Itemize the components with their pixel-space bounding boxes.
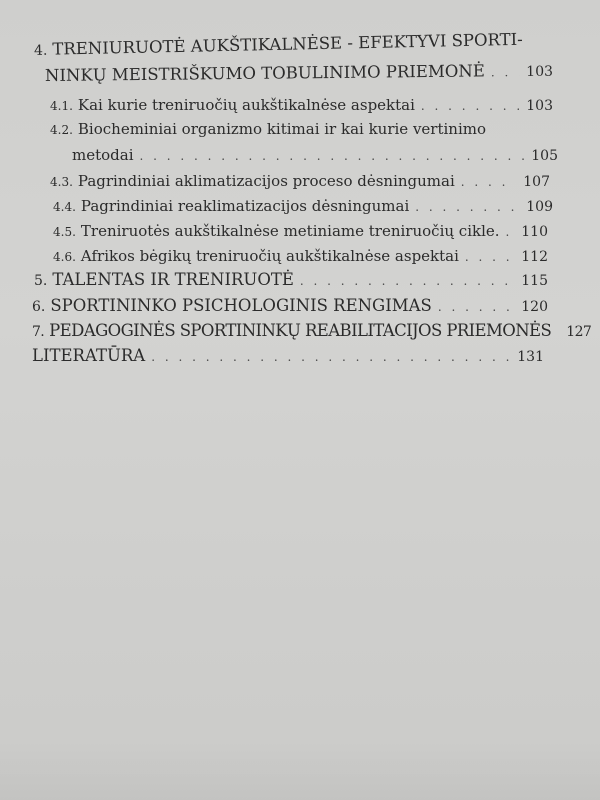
entry-number: 4. <box>33 42 48 59</box>
entry-number: 4.3. <box>50 175 73 189</box>
entry-title: Kai kurie treniruočių aukštikalnėse aspektai <box>77 96 415 114</box>
entry-page: 120 <box>521 299 548 315</box>
entry-title: PEDAGOGINĖS SPORTININKŲ REABILITACIJOS PRIEMONĖS <box>49 321 552 340</box>
dot-leader <box>415 200 519 214</box>
entry-page: 109 <box>526 199 553 215</box>
entry-page: 110 <box>521 224 548 240</box>
dot-leader <box>140 149 524 163</box>
entry-number: 4.1. <box>50 99 73 113</box>
dot-leader <box>465 250 514 264</box>
entry-title: LITERATŪRA <box>32 346 146 365</box>
toc-entry-4-4 <box>53 197 553 215</box>
toc-entry-4-6 <box>53 247 548 265</box>
toc-entry-4-5 <box>53 222 548 240</box>
entry-number: 5. <box>34 273 48 289</box>
toc-entry-4-1 <box>50 96 553 114</box>
entry-title: TRENIURUOTĖ AUKŠTIKALNĖSE - EFEKTYVI SPORTI- <box>52 29 523 59</box>
entry-title: TALENTAS IR TRENIRUOTĖ <box>52 270 294 289</box>
entry-page: 115 <box>521 273 548 289</box>
entry-number: 4.2. <box>50 123 73 137</box>
dot-leader <box>421 99 519 113</box>
dot-leader <box>151 350 510 364</box>
entry-number: 6. <box>32 299 46 315</box>
entry-number: 4.6. <box>53 250 76 264</box>
entry-page: 107 <box>523 174 550 190</box>
toc-entry-5 <box>34 270 548 289</box>
dot-leader <box>438 300 514 314</box>
toc-entry-4-cont <box>45 61 553 85</box>
dot-leader <box>506 225 514 239</box>
dot-leader <box>461 175 516 189</box>
entry-title: Treniruotės aukštikalnėse metiniame treniruočių cikle. <box>80 222 500 240</box>
toc-entry-7 <box>32 321 592 340</box>
entry-page: 105 <box>531 148 558 164</box>
entry-title: Afrikos bėgikų treniruočių aukštikalnėse aspektai <box>80 247 459 265</box>
entry-page: 103 <box>526 63 554 80</box>
toc-entry-4-2-cont <box>72 146 558 164</box>
entry-number: 7. <box>32 324 45 340</box>
toc-entry-6 <box>32 296 548 315</box>
entry-page: 131 <box>517 349 544 365</box>
dot-leader <box>300 274 514 288</box>
toc-entry-4 <box>34 29 554 59</box>
entry-number: 4.5. <box>53 225 76 239</box>
entry-title: SPORTININKO PSICHOLOGINIS RENGIMAS <box>50 296 432 315</box>
entry-page: 127 <box>566 324 592 340</box>
entry-page: 112 <box>521 249 548 265</box>
page-shadow <box>0 740 600 800</box>
entry-title: Biocheminiai organizmo kitimai ir kai kurie vertinimo <box>77 120 487 138</box>
toc-entry-4-3 <box>50 172 550 190</box>
toc-entry-literature <box>32 346 544 365</box>
dot-leader <box>491 65 519 79</box>
entry-number: 4.4. <box>53 200 76 214</box>
toc-entry-4-2 <box>50 120 553 138</box>
entry-page: 103 <box>526 98 553 114</box>
entry-title: metodai <box>72 146 134 164</box>
entry-title: NINKŲ MEISTRIŠKUMO TOBULINIMO PRIEMONĖ <box>44 61 485 85</box>
entry-title: Pagrindiniai aklimatizacijos proceso dėsningumai <box>77 172 455 190</box>
entry-title: Pagrindiniai reaklimatizacijos dėsningumai <box>80 197 410 215</box>
